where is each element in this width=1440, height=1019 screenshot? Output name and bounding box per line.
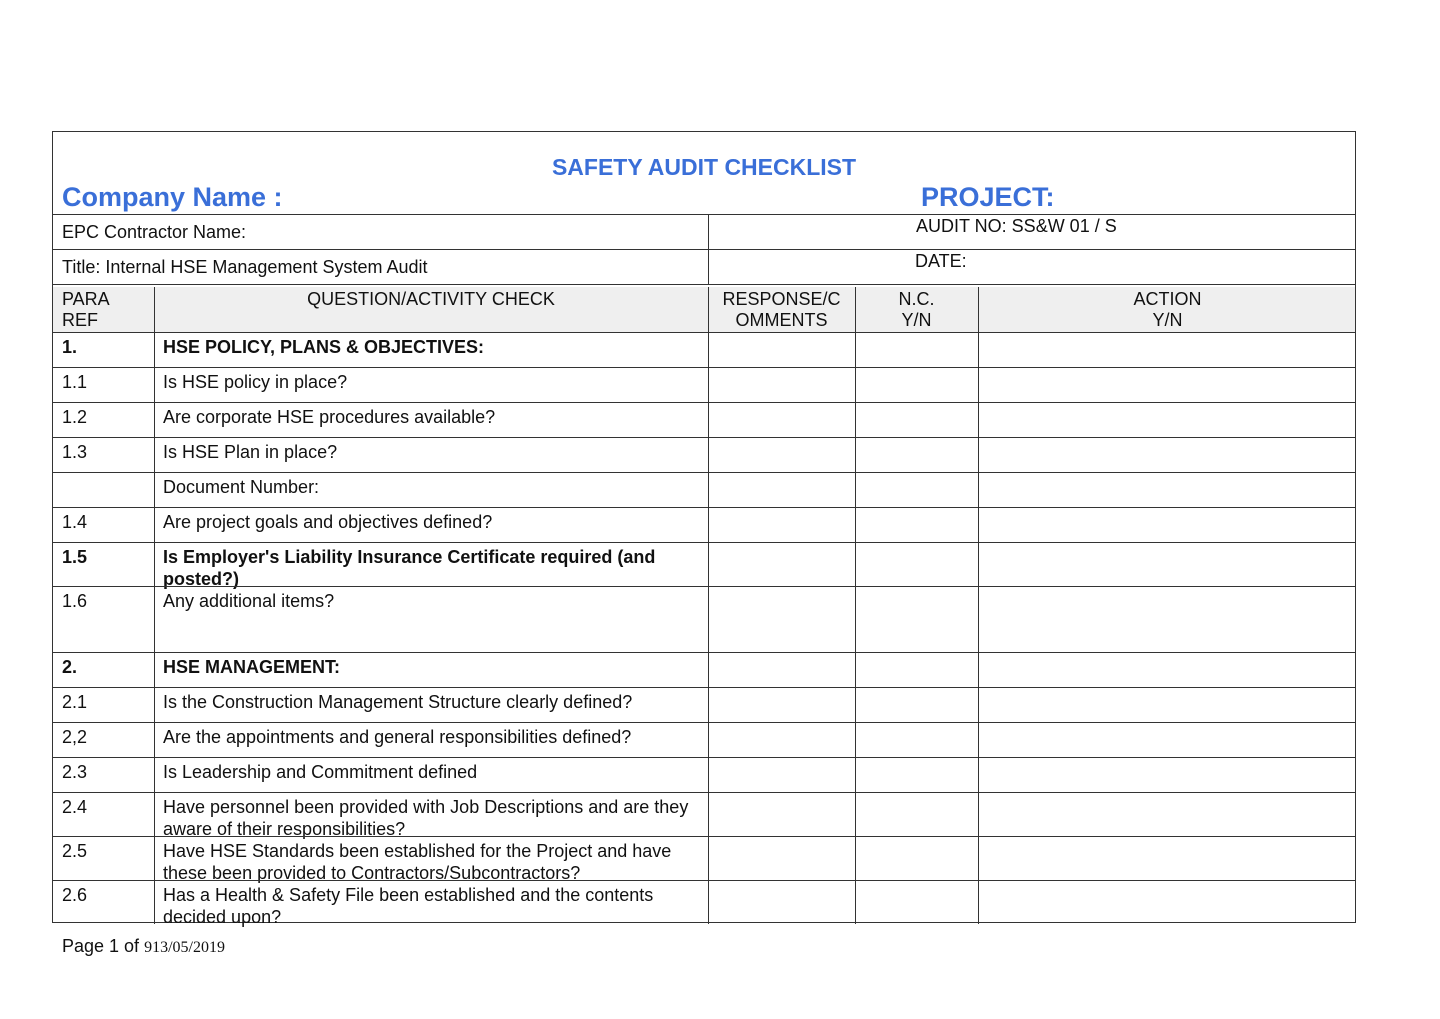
response-cell[interactable] <box>708 836 855 880</box>
page-footer <box>62 936 225 957</box>
nc-cell[interactable] <box>855 836 978 880</box>
response-cell[interactable] <box>708 402 855 437</box>
column-header-nc: N.C. Y/N <box>898 289 935 330</box>
question-text: Is Employer's Liability Insurance Certificate required (and posted?) <box>163 547 656 589</box>
response-cell[interactable] <box>708 367 855 402</box>
epc-contractor-label: EPC Contractor Name: <box>62 222 247 242</box>
question-text: Is the Construction Management Structure clearly defined? <box>163 692 633 712</box>
divider <box>53 249 1355 250</box>
action-cell[interactable] <box>978 437 1357 472</box>
nc-cell[interactable] <box>855 402 978 437</box>
question-text: Have HSE Standards been established for the Project and have these been provided to Contractors/Subcontractors? <box>163 841 672 883</box>
action-cell[interactable] <box>978 836 1357 880</box>
nc-cell[interactable] <box>855 437 978 472</box>
divider <box>154 287 155 924</box>
nc-cell[interactable] <box>855 586 978 652</box>
action-cell[interactable] <box>978 586 1357 652</box>
action-cell[interactable] <box>978 367 1357 402</box>
response-cell[interactable] <box>708 542 855 586</box>
para-ref: 1.1 <box>62 372 88 392</box>
para-ref: 2.1 <box>62 692 88 712</box>
para-ref: 2. <box>62 657 78 677</box>
question-text: Document Number: <box>163 477 320 497</box>
nc-cell[interactable] <box>855 507 978 542</box>
column-header-response: RESPONSE/C OMMENTS <box>722 289 841 330</box>
action-cell[interactable] <box>978 542 1357 586</box>
action-cell[interactable] <box>978 402 1357 437</box>
action-cell[interactable] <box>978 722 1357 757</box>
question-text: HSE POLICY, PLANS & OBJECTIVES: <box>163 337 485 357</box>
divider <box>53 214 1355 215</box>
question-text: Have personnel been provided with Job Descriptions and are they aware of their responsibilities? <box>163 797 689 839</box>
action-cell[interactable] <box>978 880 1357 924</box>
audit-title: Title: Internal HSE Management System Audit <box>62 257 428 277</box>
response-cell[interactable] <box>708 880 855 924</box>
question-text: HSE MANAGEMENT: <box>163 657 341 677</box>
para-ref: 2.4 <box>62 797 88 817</box>
response-cell[interactable] <box>708 437 855 472</box>
action-cell[interactable] <box>978 507 1357 542</box>
nc-cell[interactable] <box>855 332 978 367</box>
page-label: Page 1 of <box>62 936 145 956</box>
nc-cell[interactable] <box>855 472 978 507</box>
para-ref: 2.3 <box>62 762 88 782</box>
response-cell[interactable] <box>708 507 855 542</box>
divider <box>53 284 1355 285</box>
question-text: Are the appointments and general responsibilities defined? <box>163 727 632 747</box>
response-cell[interactable] <box>708 792 855 836</box>
nc-cell[interactable] <box>855 542 978 586</box>
para-ref: 1.5 <box>62 547 88 567</box>
action-cell[interactable] <box>978 792 1357 836</box>
response-cell[interactable] <box>708 652 855 687</box>
question-text: Is HSE Plan in place? <box>163 442 338 462</box>
company-name-label: Company Name : <box>62 182 283 212</box>
nc-cell[interactable] <box>855 757 978 792</box>
para-ref: 1.3 <box>62 442 88 462</box>
nc-cell[interactable] <box>855 687 978 722</box>
nc-cell[interactable] <box>855 792 978 836</box>
nc-cell[interactable] <box>855 367 978 402</box>
para-ref: 1.4 <box>62 512 88 532</box>
para-ref: 1.2 <box>62 407 88 427</box>
date-label: DATE: <box>915 251 967 271</box>
column-header-para: PARA REF <box>62 289 110 330</box>
column-header-action: ACTION Y/N <box>1133 289 1202 330</box>
column-header-question: QUESTION/ACTIVITY CHECK <box>307 289 555 309</box>
para-ref: 2.6 <box>62 885 88 905</box>
action-cell[interactable] <box>978 332 1357 367</box>
response-cell[interactable] <box>708 472 855 507</box>
project-label: PROJECT: <box>921 182 1055 212</box>
para-ref: 2,2 <box>62 727 88 747</box>
checklist-frame <box>52 131 1356 927</box>
action-cell[interactable] <box>978 472 1357 507</box>
question-text: Are project goals and objectives defined? <box>163 512 493 532</box>
para-ref: 1.6 <box>62 591 88 611</box>
para-ref: 2.5 <box>62 841 88 861</box>
divider <box>708 214 709 284</box>
para-ref: 1. <box>62 337 78 357</box>
action-cell[interactable] <box>978 757 1357 792</box>
question-text: Any additional items? <box>163 591 335 611</box>
response-cell[interactable] <box>708 687 855 722</box>
action-cell[interactable] <box>978 687 1357 722</box>
nc-cell[interactable] <box>855 880 978 924</box>
document-title: SAFETY AUDIT CHECKLIST <box>551 154 857 180</box>
audit-number: AUDIT NO: SS&W 01 / S <box>916 216 1117 236</box>
action-cell[interactable] <box>978 652 1357 687</box>
response-cell[interactable] <box>708 332 855 367</box>
response-cell[interactable] <box>708 586 855 652</box>
question-text: Is HSE policy in place? <box>163 372 348 392</box>
question-text: Is Leadership and Commitment defined <box>163 762 478 782</box>
nc-cell[interactable] <box>855 722 978 757</box>
question-text: Are corporate HSE procedures available? <box>163 407 496 427</box>
question-text: Has a Health & Safety File been established and the contents decided upon? <box>163 885 654 927</box>
response-cell[interactable] <box>708 757 855 792</box>
nc-cell[interactable] <box>855 652 978 687</box>
footer-date: 913/05/2019 <box>144 939 225 956</box>
response-cell[interactable] <box>708 722 855 757</box>
